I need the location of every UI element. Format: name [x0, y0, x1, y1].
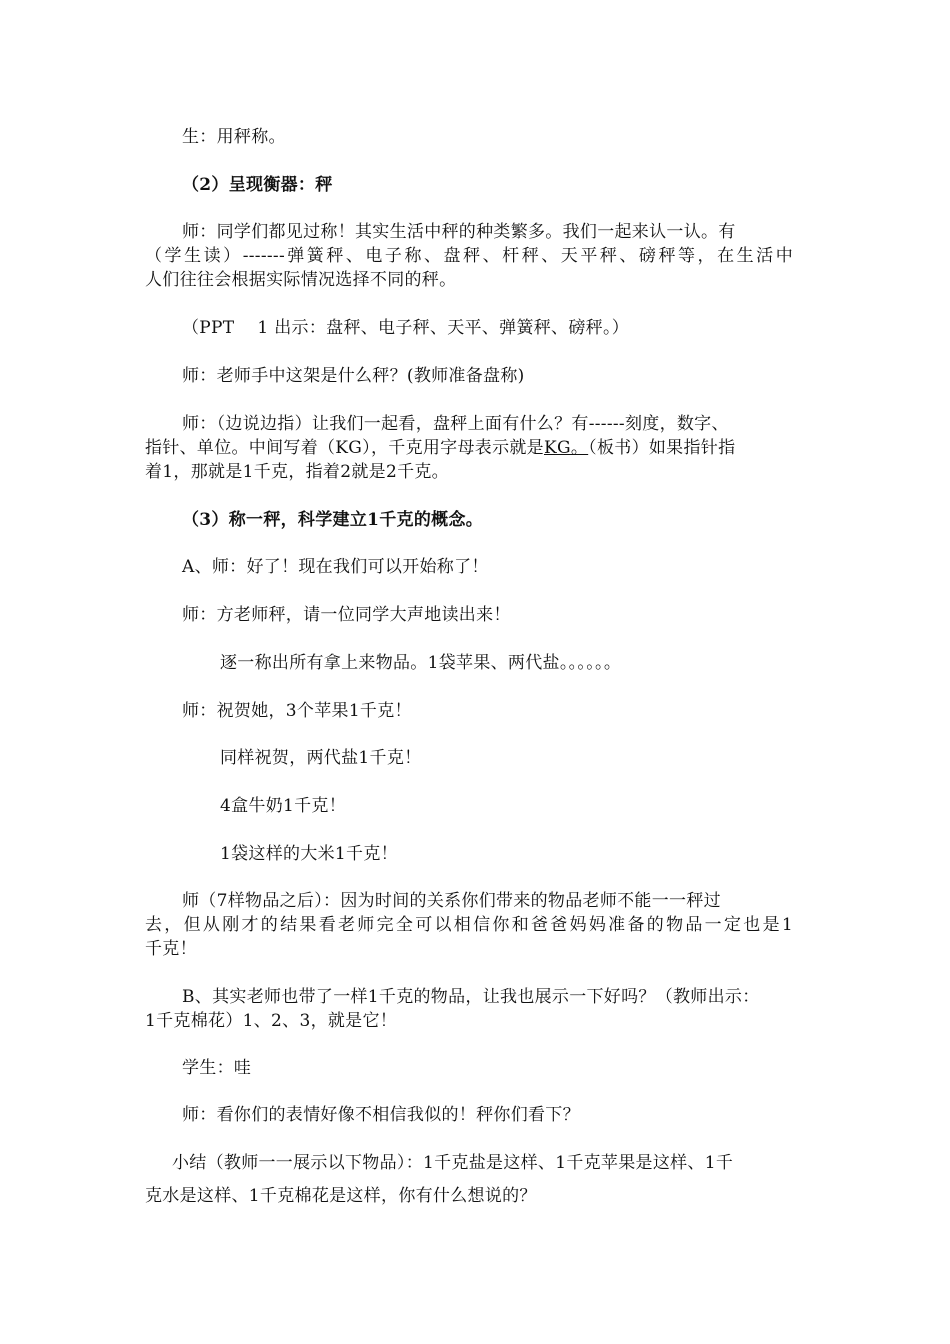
- paragraph-summary-line-1: 小结（教师一一展示以下物品）：1千克盐是这样、1千克苹果是这样、1千: [172, 1153, 734, 1173]
- paragraph-after-seven-line-1: 师（7样物品之后）：因为时间的关系你们带来的物品老师不能一一秤过: [182, 891, 721, 911]
- paragraph-b-cotton-line-2: 1千克棉花）1、2、3，就是它！: [145, 1011, 398, 1031]
- paragraph-congrats-salt: 同样祝贺，两代盐1千克！: [220, 748, 422, 768]
- paragraph-ppt-note: （PPT 1 出示：盘秤、电子秤、天平、弹簧秤、磅秤。）: [182, 318, 630, 338]
- paragraph-rice: 1袋这样的大米1千克！: [220, 844, 398, 864]
- scale-parts-text-a: 指针、单位。中间写着（KG），千克用字母表示就是: [145, 438, 544, 458]
- paragraph-teacher-intro-line-1: 师：同学们都见过称！其实生活中秤的种类繁多。我们一起来认一认。有: [182, 222, 736, 242]
- scale-parts-text-c: （板书）如果指针指: [588, 438, 736, 458]
- paragraph-teacher-intro-line-2: （学生读）-------弹簧秤、电子称、盘秤、杆秤、天平秤、磅秤等，在生活中: [145, 246, 793, 266]
- paragraph-teacher-intro-line-3: 人们往往会根据实际情况选择不同的秤。: [145, 270, 457, 290]
- section-heading-2: （2）呈现衡器：秤: [182, 175, 333, 195]
- kg-underlined-text: KG。: [543, 438, 589, 458]
- paragraph-congrats-apples: 师：祝贺她，3个苹果1千克！: [182, 701, 412, 721]
- paragraph-scale-parts-line-2: [145, 436, 735, 460]
- paragraph-a-start: A、师：好了！现在我们可以开始称了！: [182, 557, 489, 577]
- paragraph-scale-parts-line-1: 师：（边说边指）让我们一起看，盘秤上面有什么？有------刻度，数字、: [182, 414, 729, 434]
- paragraph-weigh-items: 逐一称出所有拿上来物品。1袋苹果、两代盐。。。。。。: [220, 653, 622, 673]
- paragraph-student-wow: 学生：哇: [182, 1058, 252, 1078]
- paragraph-student-answer: 生：用秤称。: [182, 127, 286, 147]
- paragraph-scale-parts-line-3: 着1，那就是1千克，指着2就是2千克。: [145, 462, 449, 482]
- paragraph-after-seven-line-2: 去，但从刚才的结果看老师完全可以相信你和爸爸妈妈准备的物品一定也是1: [145, 915, 793, 935]
- paragraph-milk: 4盒牛奶1千克！: [220, 796, 347, 816]
- paragraph-summary-line-2: 克水是这样、1千克棉花是这样，你有什么想说的？: [145, 1186, 537, 1206]
- paragraph-after-seven-line-3: 千克！: [145, 939, 197, 959]
- paragraph-b-cotton-line-1: B、其实老师也带了一样1千克的物品，让我也展示一下好吗？（教师出示：: [182, 987, 760, 1007]
- section-heading-3: （3）称一秤，科学建立1千克的概念。: [182, 510, 484, 530]
- paragraph-teacher-weigh: 师：方老师秤，请一位同学大声地读出来！: [182, 605, 511, 625]
- paragraph-teacher-doubt: 师：看你们的表情好像不相信我似的！秤你们看下？: [182, 1105, 580, 1125]
- paragraph-teacher-question: 师：老师手中这架是什么秤？(教师准备盘称): [182, 366, 525, 386]
